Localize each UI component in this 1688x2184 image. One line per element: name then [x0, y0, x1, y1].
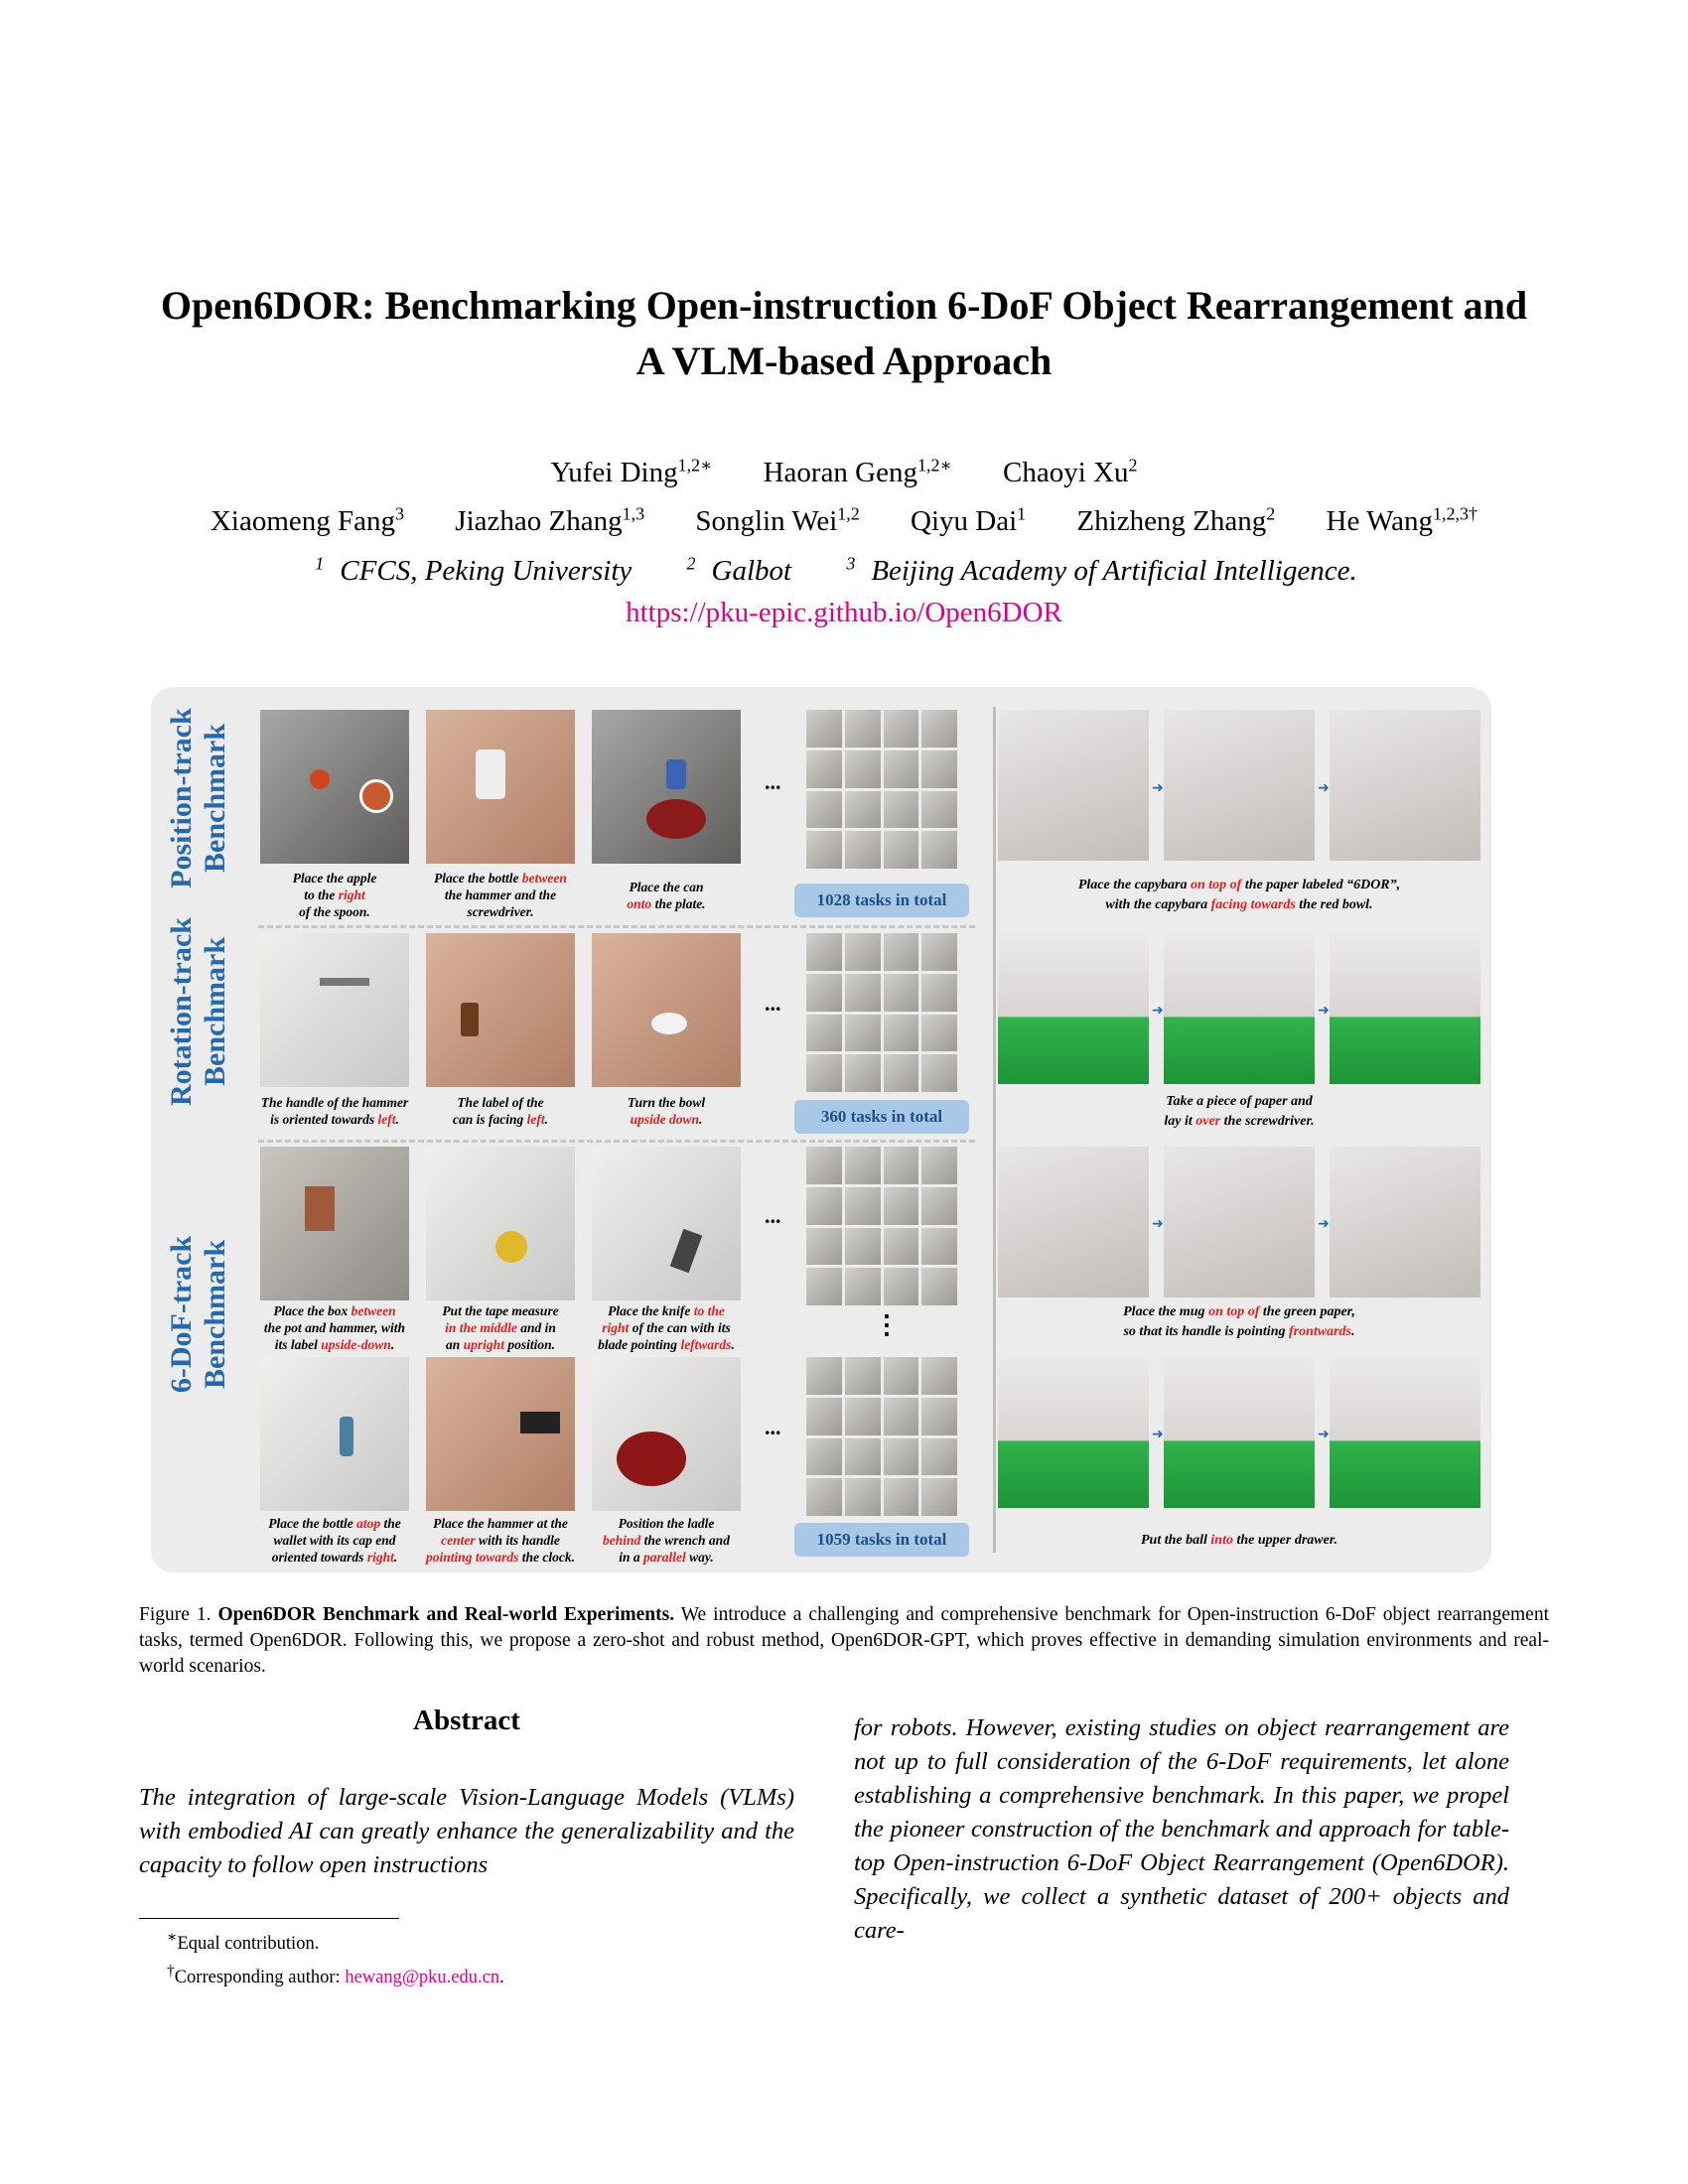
abstract-heading: Abstract	[413, 1705, 520, 1736]
sim-image	[426, 710, 575, 864]
real-image	[1164, 933, 1315, 1084]
author: Yufei Ding$^{1,2∗}$	[550, 455, 713, 488]
real-image	[998, 710, 1149, 861]
real-image	[998, 933, 1149, 1084]
caption-p3: Place the can onto the plate.	[627, 880, 706, 911]
footnote-corresponding: †Corresponding author: hewang@pku.edu.cn.	[167, 1963, 504, 1988]
ellipsis: ...	[765, 1415, 781, 1439]
real-image	[1330, 710, 1480, 861]
author: Qiyu Dai$^1$	[911, 503, 1027, 538]
title-line-2: A VLM-based Approach	[635, 339, 1053, 383]
ellipsis: ...	[765, 991, 781, 1016]
real-caption-4: Put the ball into the upper drawer.	[1141, 1533, 1337, 1548]
author: Songlin Wei$^{1,2}$	[695, 503, 860, 538]
caption-d6: Position the ladle behind the wrench and in a parallel way.	[603, 1516, 730, 1565]
arrow-icon: ➜	[1318, 781, 1330, 796]
apple-target-icon	[359, 779, 393, 813]
sim-image	[260, 933, 409, 1087]
footnote-equal: ∗Equal contribution.	[167, 1929, 320, 1955]
caption-p2: Place the bottle between the hammer and the screwdriver.	[434, 871, 567, 919]
caption-r1: The handle of the hammer is oriented towards left.	[260, 1095, 409, 1127]
sim-image	[260, 1357, 409, 1511]
sim-image	[592, 710, 741, 864]
real-image	[998, 1147, 1149, 1297]
ellipsis: ...	[765, 769, 781, 794]
arrow-icon: ➜	[1318, 1428, 1330, 1442]
author: Jiazhao Zhang$^{1,3}$	[455, 503, 645, 538]
sim-image	[592, 1357, 741, 1511]
caption-r2: The label of the can is facing left.	[452, 1095, 548, 1127]
bottle-icon	[476, 750, 505, 799]
task-count-badge: 1028 tasks in total	[794, 884, 969, 917]
can-icon	[666, 759, 686, 789]
abstract-left-column: The integration of large-scale Vision-Language Models (VLMs) with embodied AI can greatly enhance the generalizability and the capacity to follow open instructions	[139, 1784, 794, 1878]
task-grid	[806, 933, 957, 1092]
arrow-icon: ➜	[1152, 781, 1164, 796]
arrow-icon: ➜	[1318, 1217, 1330, 1232]
plate-icon	[646, 799, 706, 839]
real-image	[1164, 1357, 1315, 1508]
affiliation: $^3$ Beijing Academy of Artificial Intelligence.	[846, 553, 1357, 587]
real-image	[1330, 933, 1480, 1084]
footnote-rule	[139, 1918, 399, 1919]
real-caption-3: Place the mug on top of the green paper, so that its handle is pointing frontwards.	[1123, 1304, 1355, 1339]
bowl-icon	[651, 1013, 687, 1034]
sim-image	[426, 933, 575, 1087]
caption-d4: Place the bottle atop the wallet with its cap end oriented towards right.	[268, 1516, 401, 1565]
caption-d5: Place the hammer at the center with its handle pointing towards the clock.	[425, 1516, 576, 1565]
figure-caption: Figure 1. Open6DOR Benchmark and Real-world Experiments. We introduce a challenging and comprehensive benchmark for Open-instruction 6-DoF object rearrangement tasks, termed Open6DOR. Following this, we propose a zero-shot and robust method, Open6DOR-GPT, which proves effective in demanding simulation environments and real-world scenarios.	[139, 1604, 1550, 1677]
task-count-badge: 1059 tasks in total	[794, 1523, 969, 1557]
ellipsis: ...	[765, 1203, 781, 1228]
track-label-6dof: 6-DoF-track Benchmark	[165, 1235, 231, 1394]
task-grid	[806, 1357, 957, 1516]
author: He Wang$^{1,2,3\dagger}$	[1326, 503, 1477, 538]
knife-icon	[670, 1229, 702, 1273]
caption-d1: Place the box between the pot and hammer, with its label upside-down.	[263, 1303, 406, 1352]
affiliation: $^1$ CFCS, Peking University	[315, 553, 633, 587]
paper-title	[0, 278, 1688, 389]
real-caption-1: Place the capybara on top of the paper labeled “6DOR”, with the capybara facing towards the red bowl.	[1077, 878, 1401, 912]
track-label-rotation: Rotation-track Benchmark	[165, 917, 231, 1106]
caption-r3: Turn the bowl upside down.	[627, 1095, 706, 1127]
box-icon	[305, 1186, 335, 1231]
real-image	[1330, 1357, 1480, 1508]
wallet-icon	[520, 1412, 560, 1433]
arrow-icon: ➜	[1152, 1428, 1164, 1442]
real-image	[1164, 710, 1315, 861]
email-link[interactable]: hewang@pku.edu.cn	[345, 1968, 500, 1988]
caption-p1: Place the apple to the right of the spoon.	[292, 871, 377, 919]
affiliation: $^2$ Galbot	[686, 553, 792, 587]
sim-image	[426, 1147, 575, 1300]
title-line-1: Open6DOR: Benchmarking Open-instruction 6-DoF Object Rearrangement and	[160, 283, 1528, 328]
authors-block	[0, 444, 1688, 633]
sim-image	[426, 1357, 575, 1511]
footnotes	[167, 1924, 504, 1991]
hammer-icon	[320, 978, 369, 986]
affiliations	[0, 542, 1688, 592]
author: Chaoyi Xu$^2$	[1003, 455, 1138, 488]
caption-d2: Put the tape measure in the middle and in an upright position.	[442, 1303, 559, 1352]
bottle-icon	[340, 1417, 353, 1456]
task-grid	[806, 1147, 957, 1305]
real-image	[1330, 1147, 1480, 1297]
caption-d3: Place the knife to the right of the can with its blade pointing leftwards.	[598, 1303, 735, 1352]
divider	[258, 925, 975, 928]
apple-icon	[310, 769, 330, 789]
arrow-icon: ➜	[1152, 1004, 1164, 1019]
sim-image	[260, 1147, 409, 1300]
track-label-position: Position-track Benchmark	[165, 708, 231, 888]
tape-measure-icon	[495, 1231, 527, 1263]
abstract-right-column: for robots. However, existing studies on object rearrangement are not up to full consideration of the 6-DoF requirements, let alone establishing a comprehensive benchmark. In this paper, we propel the pioneer construction of the benchmark and approach for table-top Open-instruction 6-DoF Object Rearrangement (Open6DOR). Specifically, we collect a synthetic dataset of 200+ objects and care-	[854, 1714, 1509, 1944]
plate-icon	[617, 1432, 686, 1486]
divider	[258, 1140, 975, 1143]
figure-divider	[993, 707, 996, 1553]
real-image	[1164, 1147, 1315, 1297]
sim-image	[592, 933, 741, 1087]
project-url-link[interactable]: https://pku-epic.github.io/Open6DOR	[626, 596, 1062, 628]
real-caption-2: Take a piece of paper and lay it over the screwdriver.	[1164, 1094, 1315, 1129]
arrow-icon: ➜	[1318, 1004, 1330, 1019]
authors-row-1	[0, 444, 1688, 493]
task-grid	[806, 710, 957, 869]
vertical-ellipsis: ⋮	[874, 1310, 900, 1339]
author: Haoran Geng$^{1,2∗}$	[763, 455, 952, 488]
real-image	[998, 1357, 1149, 1508]
can-icon	[461, 1003, 479, 1036]
sim-image	[592, 1147, 741, 1300]
author: Zhizheng Zhang$^2$	[1076, 503, 1276, 538]
arrow-icon: ➜	[1152, 1217, 1164, 1232]
author: Xiaomeng Fang$^3$	[210, 503, 405, 538]
task-count-badge: 360 tasks in total	[794, 1100, 969, 1134]
authors-row-2	[0, 493, 1688, 543]
sim-image	[260, 710, 409, 864]
